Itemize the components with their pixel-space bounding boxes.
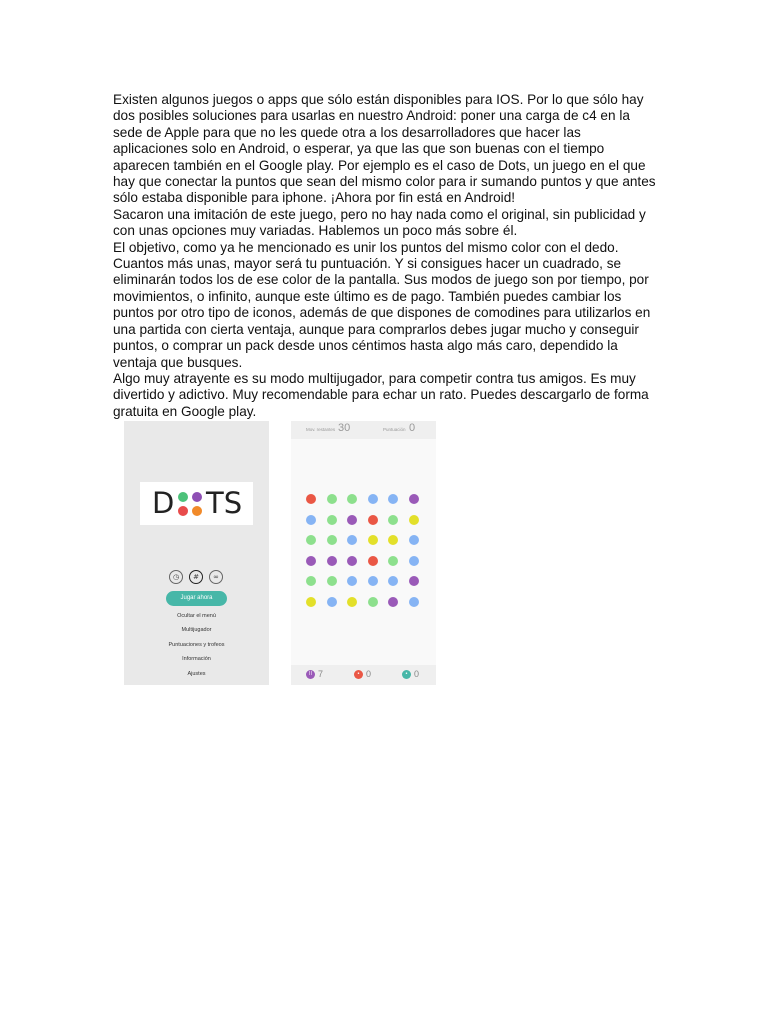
menu-item-settings[interactable]: Ajustes — [187, 671, 206, 677]
game-dot[interactable] — [388, 535, 398, 545]
powerup-count: 7 — [318, 669, 324, 679]
game-dot[interactable] — [347, 494, 357, 504]
paragraph: Sacaron una imitación de este juego, pero no hay nada como el original, sin publicidad y con unas opciones muy variadas. Hablemos un poco más sobre él. — [113, 206, 646, 239]
game-dot[interactable] — [409, 535, 419, 545]
game-dot[interactable] — [388, 576, 398, 586]
expander-icon: • — [402, 670, 411, 679]
moves-value: 30 — [338, 422, 351, 434]
game-dot[interactable] — [409, 576, 419, 586]
game-dot[interactable] — [388, 515, 398, 525]
shrinker-icon: • — [354, 670, 363, 679]
game-dot[interactable] — [388, 556, 398, 566]
powerup-count: 0 — [414, 669, 420, 679]
game-header — [291, 421, 436, 439]
game-dot[interactable] — [306, 494, 316, 504]
mode-selector — [169, 570, 225, 584]
logo-dot — [178, 492, 188, 502]
game-dot[interactable] — [409, 515, 419, 525]
game-screenshot — [291, 421, 436, 685]
game-dot[interactable] — [327, 535, 337, 545]
game-dot[interactable] — [347, 597, 357, 607]
menu-item-hide-menu[interactable]: Ocultar el menú — [177, 613, 216, 619]
game-dot[interactable] — [368, 535, 378, 545]
moves-icon[interactable]: # — [189, 570, 203, 584]
game-dot[interactable] — [388, 494, 398, 504]
menu-screenshot — [124, 421, 269, 685]
logo-dot — [192, 492, 202, 502]
game-dot[interactable] — [368, 576, 378, 586]
logo-dot — [178, 506, 188, 516]
logo-letters-ts: TS — [206, 486, 243, 520]
game-dot[interactable] — [347, 556, 357, 566]
game-dot[interactable] — [306, 576, 316, 586]
game-dot[interactable] — [368, 556, 378, 566]
game-dot[interactable] — [306, 597, 316, 607]
game-dot[interactable] — [347, 535, 357, 545]
game-dot[interactable] — [368, 597, 378, 607]
game-dot[interactable] — [347, 515, 357, 525]
game-dot[interactable] — [388, 597, 398, 607]
powerup-count: 0 — [366, 669, 372, 679]
article-text — [113, 92, 658, 420]
moves-label: Mov. restantes — [306, 427, 336, 432]
game-dot[interactable] — [327, 597, 337, 607]
infinity-icon[interactable]: ∞ — [209, 570, 223, 584]
logo-letter-d: D — [152, 486, 175, 520]
menu-item-scores[interactable]: Puntuaciones y trofeos — [168, 642, 225, 648]
play-now-button[interactable]: Jugar ahora — [166, 591, 227, 606]
paragraph: Algo muy atrayente es su modo multijugador, para competir contra tus amigos. Es muy divertido y adictivo. Muy recomendable para echar un rato. Puedes descargarlo de forma gratuita en Google play. — [113, 370, 649, 419]
menu-item-multiplayer[interactable]: Multijugador — [181, 627, 212, 633]
game-dot[interactable] — [368, 494, 378, 504]
dots-board — [306, 494, 426, 614]
game-dot[interactable] — [368, 515, 378, 525]
dots-logo — [140, 482, 253, 525]
paragraph: Existen algunos juegos o apps que sólo están disponibles para IOS. Por lo que sólo hay dos posibles soluciones para usarlas en nuestro Android: poner una carga de c4 en la sede de Apple para que no les quede otra a los desarrolladores que hacer las aplicaciones solo en Android, o esperar, ya que las que son buenas con el tiempo aparecen también en el Google play. Por ejemplo es el caso de Dots, un juego en el que hay que conectar la puntos que sean del mismo color para ir sumando puntos y que antes sólo estaba disponible para iphone. ¡Ahora por fin está en Android! — [113, 92, 656, 206]
game-dot[interactable] — [306, 535, 316, 545]
timestop-icon: II — [306, 670, 315, 679]
logo-dot — [192, 506, 202, 516]
game-dot[interactable] — [327, 556, 337, 566]
score-label: Puntuación — [383, 427, 406, 432]
menu-item-info[interactable]: Información — [182, 656, 211, 662]
game-dot[interactable] — [409, 556, 419, 566]
game-dot[interactable] — [306, 515, 316, 525]
score-value: 0 — [409, 422, 416, 434]
game-dot[interactable] — [327, 576, 337, 586]
game-dot[interactable] — [347, 576, 357, 586]
game-dot[interactable] — [306, 556, 316, 566]
game-dot[interactable] — [327, 494, 337, 504]
clock-icon[interactable]: ◷ — [169, 570, 183, 584]
powerup-bar — [291, 665, 436, 685]
game-dot[interactable] — [409, 597, 419, 607]
game-dot[interactable] — [409, 494, 419, 504]
game-dot[interactable] — [327, 515, 337, 525]
paragraph: El objetivo, como ya he mencionado es unir los puntos del mismo color con el dedo. Cuantos más unas, mayor será tu puntuación. Y si consigues hacer un cuadrado, se eliminarán todos los de ese color de la pantalla. Sus modos de juego son por tiempo, por movimientos, o infinito, aunque este último es de pago. También puedes cambiar los puntos por otro tipo de iconos, además de que dispones de comodines para utilizarlos en una partida con cierta ventaja, aunque para comprarlos debes jugar mucho y conseguir puntos, o comprar un pack desde unos céntimos hasta algo más caro, dependido la ventaja que busques. — [113, 239, 651, 370]
